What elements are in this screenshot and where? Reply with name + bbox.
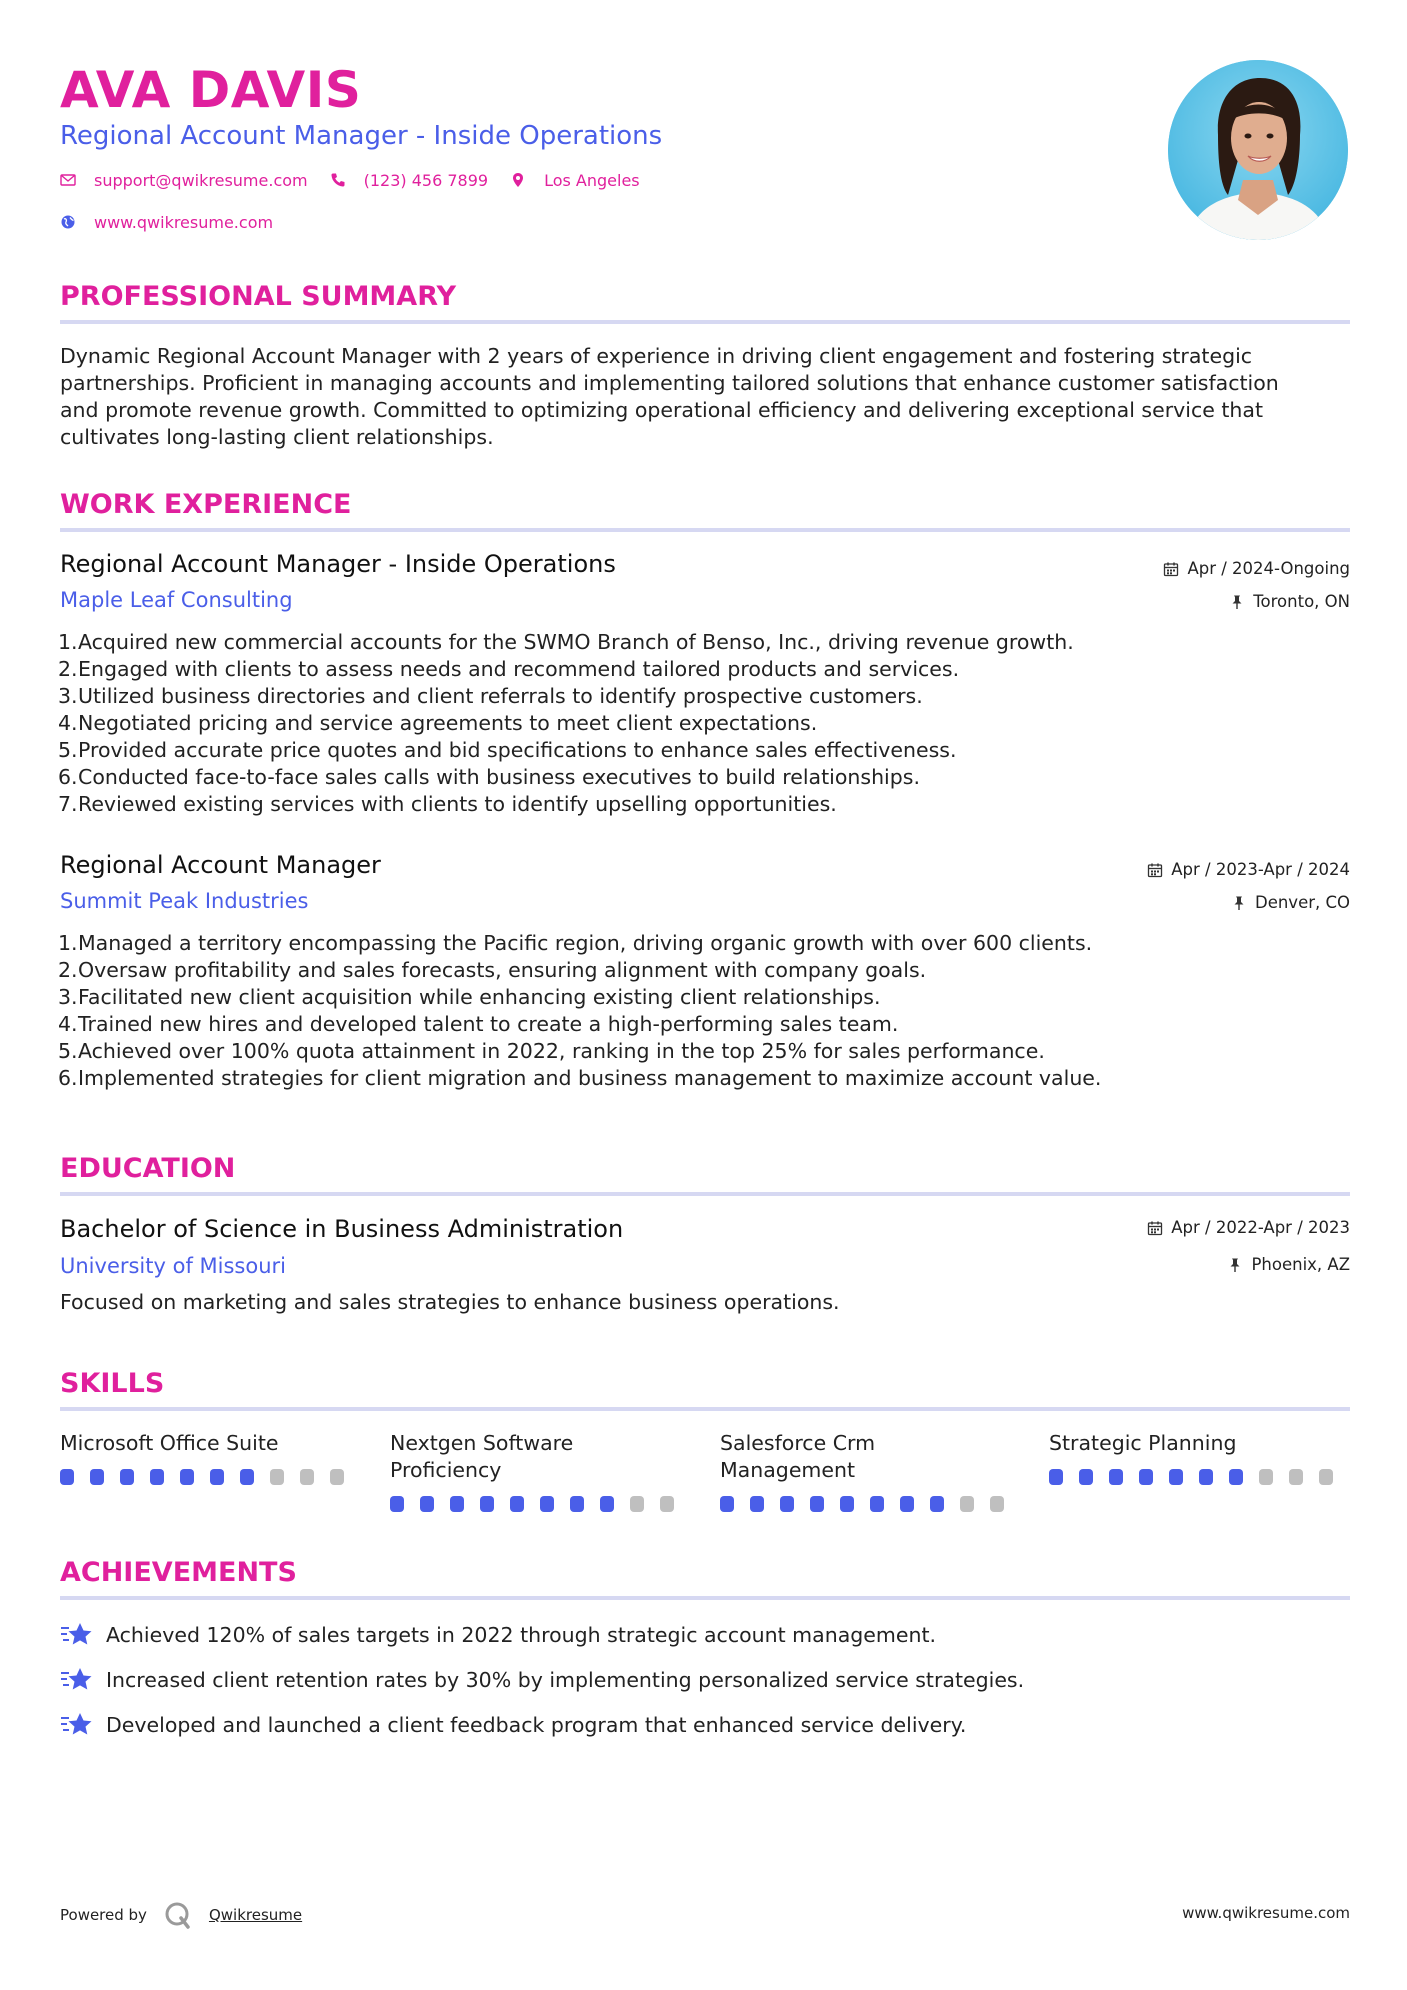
degree-title: Bachelor of Science in Business Administration: [60, 1215, 624, 1243]
section-divider: [60, 1596, 1350, 1600]
rating-dot-filled: [870, 1496, 884, 1512]
rating-dot-empty: [960, 1496, 974, 1512]
rating-dot-filled: [60, 1469, 74, 1485]
list-item: 3. Facilitated new client acquisition while enhancing existing client relationships.: [58, 985, 881, 1009]
skill-name: Salesforce Crm Management: [720, 1431, 876, 1482]
achievement-item: [60, 1710, 966, 1740]
education-heading: EDUCATION: [60, 1153, 236, 1184]
calendar-icon: [1163, 561, 1179, 577]
skill-name: Nextgen Software Proficiency: [390, 1431, 574, 1482]
envelope-icon: [60, 172, 76, 188]
rating-dot-empty: [990, 1496, 1004, 1512]
calendar-icon: [1147, 862, 1163, 878]
job-location: [1231, 892, 1350, 914]
rating-dot-filled: [780, 1496, 794, 1512]
rating-dot-filled: [540, 1496, 554, 1512]
rating-dot-filled: [150, 1469, 164, 1485]
list-item: 4. Trained new hires and developed talent to create a high-performing sales team.: [58, 1012, 899, 1036]
section-divider: [60, 1407, 1350, 1411]
summary-line: partnerships. Proficient in managing accounts and implementing tailored solutions that enhance customer satisfaction: [60, 371, 1279, 395]
rating-dot-empty: [630, 1496, 644, 1512]
list-item: 3. Utilized business directories and client referrals to identify prospective customers.: [58, 684, 923, 708]
job-bullets: [58, 629, 1348, 818]
rating-dot-filled: [1229, 1469, 1243, 1485]
candidate-title: Regional Account Manager - Inside Operations: [60, 121, 663, 151]
rating-dot-filled: [1199, 1469, 1213, 1485]
rating-dot-filled: [210, 1469, 224, 1485]
list-item: 2. Oversaw profitability and sales forecasts, ensuring alignment with company goals.: [58, 958, 927, 982]
list-item: 7. Reviewed existing services with clients to identify upselling opportunities.: [58, 792, 837, 816]
job-company: Maple Leaf Consulting: [60, 588, 293, 612]
pushpin-icon: [1229, 594, 1245, 610]
education-description: Focused on marketing and sales strategies to enhance business operations.: [60, 1290, 840, 1314]
map-pin-icon: [510, 172, 526, 188]
rating-dot-filled: [720, 1496, 734, 1512]
skill-item: [720, 1430, 1020, 1512]
education-location: [1227, 1254, 1350, 1276]
rating-dot-filled: [900, 1496, 914, 1512]
rating-dot-filled: [90, 1469, 104, 1485]
job-date-text: Apr / 2024-Ongoing: [1187, 559, 1350, 578]
rating-dot-filled: [930, 1496, 944, 1512]
rating-dot-filled: [1139, 1469, 1153, 1485]
achievements-heading: ACHIEVEMENTS: [60, 1557, 297, 1588]
list-item: 5. Provided accurate price quotes and bid specifications to enhance sales effectiveness.: [58, 738, 957, 762]
job-company: Summit Peak Industries: [60, 889, 309, 913]
contact-row: [60, 168, 662, 192]
experience-heading: WORK EXPERIENCE: [60, 489, 352, 520]
skill-name: Strategic Planning: [1049, 1431, 1237, 1455]
skill-rating: [60, 1469, 360, 1485]
profile-photo: [1168, 60, 1348, 240]
school-name: University of Missouri: [60, 1254, 286, 1278]
powered-by-text: Powered by: [60, 1906, 147, 1924]
rating-dot-empty: [330, 1469, 344, 1485]
job-title: Regional Account Manager - Inside Operations: [60, 550, 616, 578]
rating-dot-empty: [660, 1496, 674, 1512]
contact-phone[interactable]: [330, 171, 488, 190]
candidate-name: AVA DAVIS: [60, 61, 362, 119]
summary-line: and promote revenue growth. Committed to optimizing operational efficiency and delivering exceptional service that: [60, 398, 1263, 422]
rating-dot-filled: [810, 1496, 824, 1512]
job-date-text: Apr / 2023-Apr / 2024: [1171, 860, 1350, 879]
skill-item: [60, 1430, 360, 1485]
rating-dot-empty: [270, 1469, 284, 1485]
website-text: www.qwikresume.com: [94, 212, 274, 232]
contact-location: [510, 171, 640, 190]
qwikresume-logo-icon: [163, 1900, 193, 1930]
summary-line: Dynamic Regional Account Manager with 2 years of experience in driving client engagement and fostering strategic: [60, 344, 1253, 368]
rating-dot-empty: [1259, 1469, 1273, 1485]
rating-dot-filled: [750, 1496, 764, 1512]
skill-name: Microsoft Office Suite: [60, 1431, 279, 1455]
rating-dot-filled: [1169, 1469, 1183, 1485]
summary-text: [60, 343, 1350, 451]
job-bullets: [58, 930, 1348, 1092]
job-location: [1229, 591, 1350, 613]
brand-link[interactable]: Qwikresume: [208, 1906, 303, 1924]
footer-powered-by: [60, 1900, 302, 1930]
calendar-icon: [1147, 1220, 1163, 1236]
achievement-text: Achieved 120% of sales targets in 2022 through strategic account management.: [106, 1622, 937, 1647]
rating-dot-empty: [300, 1469, 314, 1485]
phone-text: (123) 456 7899: [363, 170, 489, 190]
list-item: 6. Conducted face-to-face sales calls with business executives to build relationships.: [58, 765, 920, 789]
rating-dot-filled: [1049, 1469, 1063, 1485]
education-date-text: Apr / 2022-Apr / 2023: [1171, 1218, 1350, 1237]
skill-rating: [720, 1496, 1020, 1512]
globe-icon: [60, 214, 76, 230]
profile-portrait-icon: [1168, 60, 1348, 240]
section-divider: [60, 528, 1350, 532]
pushpin-icon: [1227, 1257, 1243, 1273]
contact-email[interactable]: [60, 171, 308, 190]
job-date: [1163, 558, 1350, 580]
summary-line: cultivates long-lasting client relationships.: [60, 425, 494, 449]
list-item: 1. Acquired new commercial accounts for the SWMO Branch of Benso, Inc., driving revenue growth.: [58, 630, 1074, 654]
skills-heading: SKILLS: [60, 1368, 165, 1399]
rating-dot-empty: [1319, 1469, 1333, 1485]
rating-dot-filled: [1109, 1469, 1123, 1485]
achievement-item: [60, 1665, 1024, 1695]
rating-dot-filled: [570, 1496, 584, 1512]
rating-dot-empty: [1289, 1469, 1303, 1485]
rating-dot-filled: [600, 1496, 614, 1512]
achievement-text: Developed and launched a client feedback program that enhanced service delivery.: [106, 1712, 967, 1737]
job-date: [1147, 859, 1350, 881]
skill-item: [390, 1430, 690, 1512]
star-icon: [60, 1620, 92, 1650]
star-icon: [60, 1710, 92, 1740]
education-date: [1147, 1217, 1350, 1239]
skill-rating: [1049, 1469, 1349, 1485]
achievement-text: Increased client retention rates by 30% by implementing personalized service strategies.: [106, 1667, 1025, 1692]
list-item: 1. Managed a territory encompassing the Pacific region, driving organic growth with over 600 clients.: [58, 931, 1093, 955]
list-item: 5. Achieved over 100% quota attainment in 2022, ranking in the top 25% for sales performance.: [58, 1039, 1045, 1063]
skill-item: [1049, 1430, 1349, 1485]
section-divider: [60, 320, 1350, 324]
achievement-item: [60, 1620, 936, 1650]
rating-dot-filled: [840, 1496, 854, 1512]
footer-website[interactable]: www.qwikresume.com: [1182, 1904, 1350, 1922]
list-item: 2. Engaged with clients to assess needs and recommend tailored products and services.: [58, 657, 960, 681]
skill-rating: [390, 1496, 690, 1512]
job-location-text: Toronto, ON: [1253, 592, 1350, 611]
summary-heading: PROFESSIONAL SUMMARY: [60, 281, 457, 312]
job-title: Regional Account Manager: [60, 851, 381, 879]
rating-dot-filled: [450, 1496, 464, 1512]
website-row: [60, 210, 295, 234]
rating-dot-filled: [390, 1496, 404, 1512]
section-divider: [60, 1192, 1350, 1196]
phone-icon: [330, 172, 346, 188]
job-location-text: Denver, CO: [1254, 893, 1350, 912]
rating-dot-filled: [480, 1496, 494, 1512]
location-text: Los Angeles: [544, 170, 640, 190]
rating-dot-filled: [240, 1469, 254, 1485]
education-location-text: Phoenix, AZ: [1251, 1255, 1350, 1274]
rating-dot-filled: [510, 1496, 524, 1512]
email-text: support@qwikresume.com: [94, 170, 308, 190]
contact-website[interactable]: [60, 213, 273, 232]
star-icon: [60, 1665, 92, 1695]
rating-dot-filled: [1079, 1469, 1093, 1485]
rating-dot-filled: [420, 1496, 434, 1512]
list-item: 4. Negotiated pricing and service agreements to meet client expectations.: [58, 711, 818, 735]
rating-dot-filled: [180, 1469, 194, 1485]
list-item: 6. Implemented strategies for client migration and business management to maximize account value.: [58, 1066, 1102, 1090]
rating-dot-filled: [120, 1469, 134, 1485]
pushpin-icon: [1231, 895, 1247, 911]
